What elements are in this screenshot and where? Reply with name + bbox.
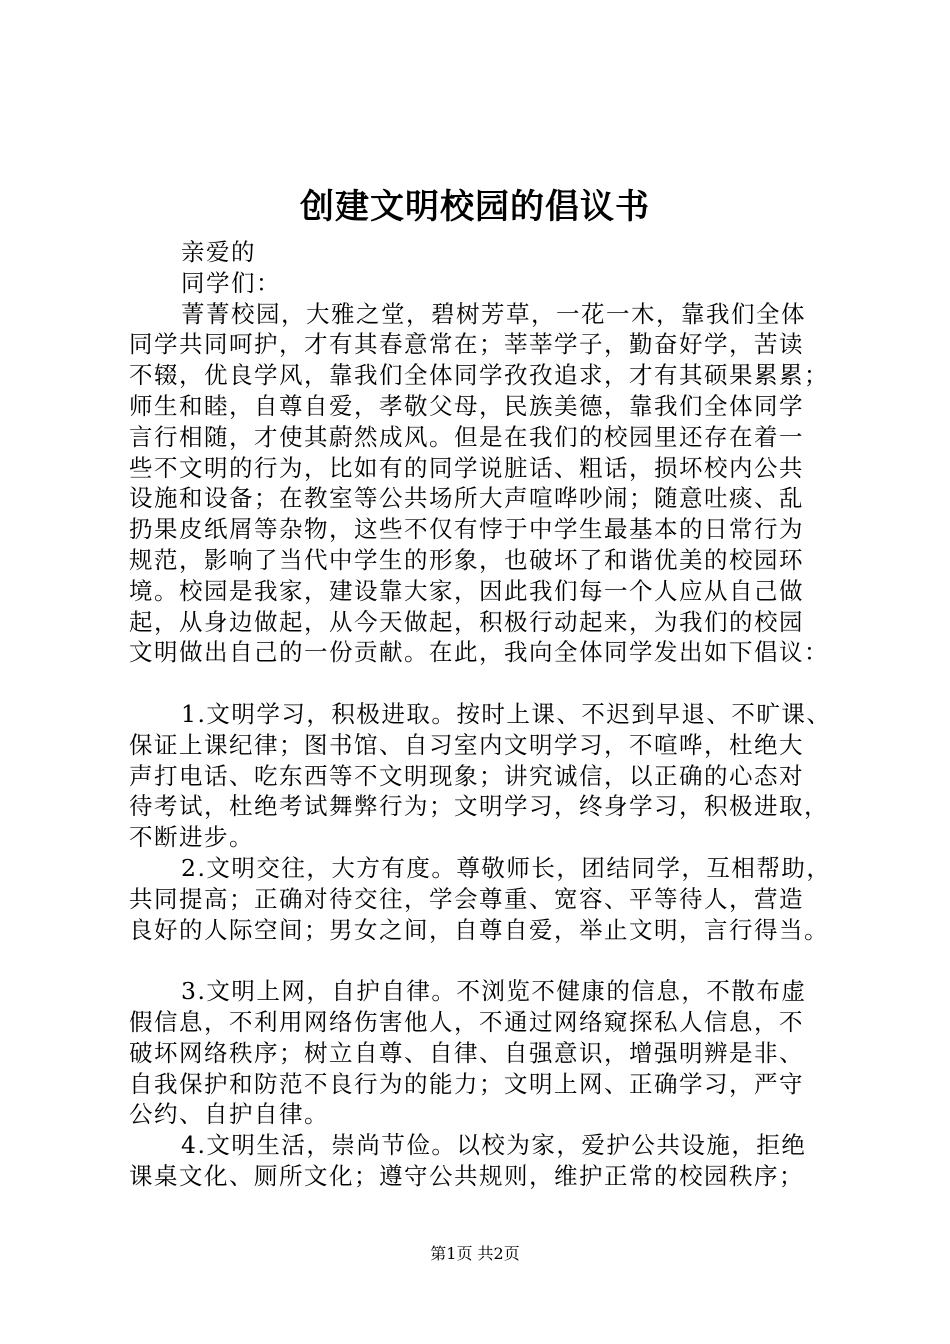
paragraph-line: 3.文明上网，自护自律。不浏览不健康的信息，不散布虚	[181, 977, 807, 1006]
paragraph-line: 言行相随，才使其蔚然成风。但是在我们的校园里还存在着一	[129, 422, 804, 451]
paragraph-line: 1.文明学习，积极进取。按时上课、不迟到早退、不旷课、	[181, 699, 832, 728]
paragraph-line: 起，从身边做起，从今天做起，积极行动起来，为我们的校园	[129, 607, 804, 636]
paragraph-line: 良好的人际空间；男女之间，自尊自爱，举止文明，言行得当。	[129, 915, 829, 944]
paragraph-line: 公约、自护自律。	[129, 1100, 329, 1129]
paragraph-line: 些不文明的行为，比如有的同学说脏话、粗话，损坏校内公共	[129, 453, 804, 482]
paragraph-line: 不断进步。	[129, 823, 254, 852]
paragraph-line: 声打电话、吃东西等不文明现象；讲究诚信，以正确的心态对	[129, 761, 804, 790]
paragraph-line: 自我保护和防范不良行为的能力；文明上网、正确学习，严守	[129, 1069, 804, 1098]
paragraph-line: 课桌文化、厕所文化；遵守公共规则，维护正常的校园秩序；	[129, 1161, 804, 1190]
blank-line	[129, 945, 849, 976]
paragraph-line: 共同提高；正确对待交往，学会尊重、宽容、平等待人，营造	[129, 884, 804, 913]
salutation-line: 亲爱的	[181, 238, 256, 266]
document-body	[129, 237, 849, 1192]
paragraph-line: 保证上课纪律；图书馆、自习室内文明学习，不喧哗，杜绝大	[129, 730, 804, 759]
paragraph-line: 设施和设备；在教室等公共场所大声喧哗吵闹；随意吐痰、乱	[129, 484, 804, 513]
salutation-line: 同学们：	[181, 268, 281, 297]
paragraph-line: 菁菁校园，大雅之堂，碧树芳草，一花一木，靠我们全体	[181, 299, 806, 328]
paragraph-line: 同学共同呵护，才有其春意常在；莘莘学子，勤奋好学，苦读	[129, 330, 804, 359]
paragraph-line: 扔果皮纸屑等杂物，这些不仅有悖于中学生最基本的日常行为	[129, 515, 804, 544]
paragraph-line: 文明做出自己的一份贡献。在此，我向全体同学发出如下倡议：	[129, 638, 829, 667]
paragraph-line: 不辍，优良学风，靠我们全体同学孜孜追求，才有其硕果累累；	[129, 361, 829, 390]
paragraph-line: 规范，影响了当代中学生的形象，也破坏了和谐优美的校园环	[129, 545, 804, 574]
paragraph-line: 境。校园是我家，建设靠大家，因此我们每一个人应从自己做	[129, 576, 804, 605]
paragraph-line: 假信息，不利用网络伤害他人，不通过网络窥探私人信息，不	[129, 1007, 804, 1036]
blank-line	[129, 668, 849, 699]
page-footer: 第1页 共2页	[430, 1244, 520, 1263]
paragraph-line: 4.文明生活，崇尚节俭。以校为家，爱护公共设施，拒绝	[181, 1131, 807, 1160]
paragraph-line: 师生和睦，自尊自爱，孝敬父母，民族美德，靠我们全体同学	[129, 391, 804, 420]
paragraph-line: 2.文明交往，大方有度。尊敬师长，团结同学，互相帮助，	[181, 853, 832, 882]
paragraph-line: 待考试，杜绝考试舞弊行为；文明学习，终身学习，积极进取，	[129, 792, 829, 821]
paragraph-line: 破坏网络秩序；树立自尊、自律、自强意识，增强明辨是非、	[129, 1038, 804, 1067]
document-title: 创建文明校园的倡议书	[300, 187, 650, 227]
